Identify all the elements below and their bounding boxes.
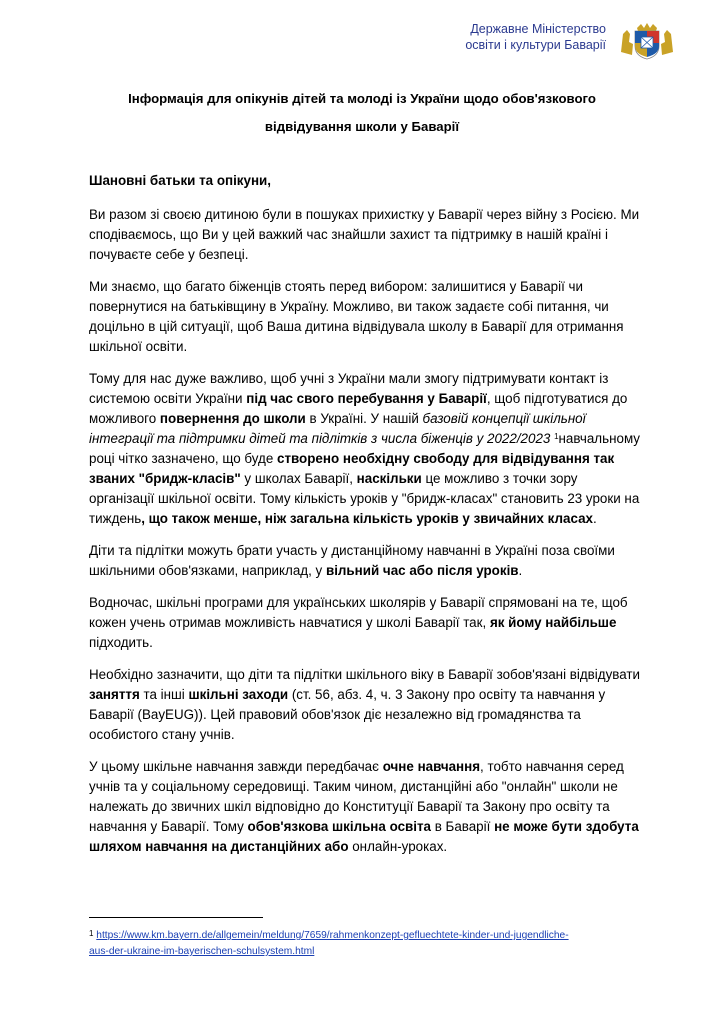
emphasis: не може бути здобута шляхом навчання на дистанційних або xyxy=(89,819,639,854)
paragraph-6 xyxy=(89,665,646,745)
text: навчальному році чітко зазначено, що буде xyxy=(89,431,640,466)
ministry-header xyxy=(465,21,606,53)
footnote-link-line2: aus-der-ukraine-im-bayerischen-schulsystem.html xyxy=(89,946,315,957)
emphasis: наскільки xyxy=(356,471,422,486)
text: у школах Баварії, xyxy=(240,471,357,486)
text: в Баварії xyxy=(430,819,495,834)
title-line2: відвідування школи у Баварії xyxy=(264,119,460,134)
paragraph-2: Ми знаємо, що багато біженців стоять перед вибором: залишитися у Баварії чи повернутися на батьківщину в Україну. Можливо, ви також задаєте собі питання, чи доцільно в цій ситуації, щоб Ваша дитина відвідувала школу в Баварії для отримання шкільної освіти. xyxy=(89,279,624,354)
footnote-ref[interactable]: 1 xyxy=(554,432,559,441)
paragraph-1: Ви разом зі своєю дитиною були в пошуках прихистку у Баварії через війну з Росією. Ми сподіваємось, що Ви у цей важкий час знайшли захист та підтримку в нашій країні і почуваєте себе у безпеці. xyxy=(89,207,640,262)
text: . xyxy=(518,563,523,578)
footnote-link-line1: https://www.km.bayern.de/allgemein/meldung/7659/rahmenkonzept-gefluechtete-kinder-und-jugendliche- xyxy=(96,930,569,941)
emphasis: обов'язкова шкільна освіта xyxy=(247,819,431,834)
emphasis: очне навчання xyxy=(382,759,481,774)
emphasis: вільний час або після уроків xyxy=(325,563,519,578)
footnote-link[interactable] xyxy=(89,930,569,957)
text: Тому для нас дуже важливо, щоб учні з України мали змогу підтримувати контакт із системою освіти України xyxy=(89,371,609,406)
footnote-divider xyxy=(89,917,263,918)
concept-title: базовій концепції шкільної інтеграції та підтримки дітей та підлітків з числа біженців у 2022/2023 xyxy=(89,411,586,446)
text: це можливо з точки зору організації шкільної освіти. Тому кількість уроків у "бридж-класах" становить 23 уроки на тиждень xyxy=(89,471,640,526)
text: та інші xyxy=(139,687,189,702)
text: в Україні. У нашій xyxy=(305,411,423,426)
ministry-name-line2: освіти і культури Баварії xyxy=(465,38,606,52)
paragraph-5 xyxy=(89,593,646,653)
ministry-name-line1: Державне Міністерство xyxy=(470,22,606,36)
document-title xyxy=(80,85,644,141)
greeting: Шановні батьки та опікуни, xyxy=(89,173,271,188)
title-line1: Інформація для опікунів дітей та молоді із України щодо обов'язкового xyxy=(128,91,596,106)
emphasis: під час свого перебування у Баварії xyxy=(246,391,487,406)
text: Необхідно зазначити, що діти та підлітки шкільного віку в Баварії зобов'язані відвідувати xyxy=(89,667,640,682)
bavarian-coat-of-arms-icon xyxy=(617,22,677,60)
paragraph-4 xyxy=(89,541,646,581)
footnote xyxy=(89,928,649,960)
emphasis: , що також менше, ніж загальна кількість уроків у звичайних класах xyxy=(141,511,593,526)
text: Водночас, шкільні програми для українських школярів у Баварії спрямовані на те, щоб кожен учень отримав можливість навчатися у школі Баварії так, xyxy=(89,595,628,630)
text: (ст. 56, абз. 4, ч. 3 Закону про освіту та навчання у Баварії (BayEUG)). Цей правовий обов'язок діє незалежно від громадянства та особистого стану учнів. xyxy=(89,687,606,742)
emphasis: створено необхідну свободу для відвідування так званих "бридж-класів" xyxy=(89,451,615,486)
paragraph-3 xyxy=(89,369,646,529)
emphasis: заняття xyxy=(89,687,140,702)
letter-body xyxy=(89,171,646,869)
text: . xyxy=(592,511,597,526)
text: підходить. xyxy=(89,635,153,650)
text: , щоб підготуватися до можливого xyxy=(89,391,628,426)
text: У цьому шкільне навчання завжди передбачає xyxy=(89,759,383,774)
paragraph-7 xyxy=(89,757,646,857)
text: Діти та підлітки можуть брати участь у дистанційному навчанні в Україні поза своїми шкільними обов'язками, наприклад, у xyxy=(89,543,615,578)
text: онлайн-уроках. xyxy=(348,839,448,854)
text: , тобто навчання серед учнів та у соціальному середовищі. Таким чином, дистанційні або "онлайн" школи не належать до звичних шкіл відповідно до Конституції Баварії та Закону про освіту та навчання у Баварії. Тому xyxy=(89,759,624,834)
emphasis: повернення до школи xyxy=(159,411,306,426)
emphasis: шкільні заходи xyxy=(188,687,289,702)
footnote-marker: 1 xyxy=(89,929,94,938)
emphasis: як йому найбільше xyxy=(489,615,617,630)
